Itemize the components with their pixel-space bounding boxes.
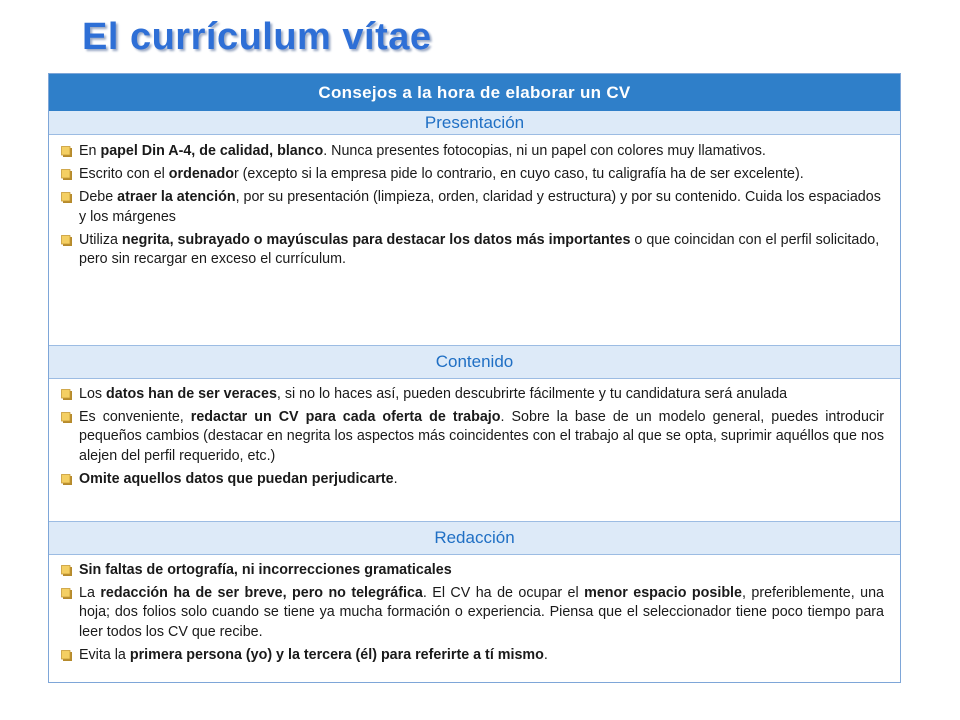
text-run: Es conveniente,: [79, 409, 191, 426]
section-body-presentacion: [49, 134, 900, 345]
bold-text: redactar un CV para cada oferta de trabajo: [190, 409, 501, 426]
text-run: Evita la: [79, 646, 130, 663]
list-item: [57, 561, 884, 580]
bold-text: Sin faltas de ortografía, ni incorrecciones gramaticales: [79, 562, 452, 578]
section-body-contenido: [49, 378, 900, 521]
bold-text: menor espacio posible: [584, 585, 742, 602]
square-bullet-icon: [61, 650, 72, 661]
square-bullet-icon: [61, 169, 72, 180]
text-run: Utiliza: [79, 231, 122, 248]
bullet-list: [57, 561, 884, 665]
section-heading-redaccion: Redacción: [49, 521, 900, 554]
square-bullet-icon: [61, 588, 72, 599]
text-run: r (excepto si la empresa pide lo contrario, en cuyo caso, tu caligrafía ha de ser excelente).: [233, 166, 804, 183]
square-bullet-icon: [61, 565, 72, 576]
cv-tips-table: [48, 73, 901, 683]
section-heading-presentacion: Presentación: [49, 111, 900, 134]
text-run: .: [543, 646, 548, 663]
bold-text: datos han de ser veraces: [106, 386, 277, 402]
table-header: Consejos a la hora de elaborar un CV: [49, 74, 900, 111]
bullet-list: [57, 142, 884, 269]
text-run: .: [393, 470, 398, 487]
list-item: [57, 470, 884, 489]
text-run: Escrito con el: [79, 166, 169, 183]
square-bullet-icon: [61, 389, 72, 400]
bold-text: atraer la atención: [117, 189, 236, 206]
bold-text: ordenado: [168, 166, 234, 183]
list-item: [57, 385, 884, 404]
list-item: [57, 646, 884, 665]
bullet-list: [57, 385, 884, 489]
text-run: , preferiblemente, una hoja; dos folios solo cuando se tiene ya mucha formación o experiencia. Piensa que el seleccionador tiene poco tiempo para leer todos los CV que recibe.: [79, 585, 884, 640]
text-run: . Sobre la base de un modelo general, puedes introducir pequeños cambios (destacar en negrita los aspectos más coincidentes con el trabajo al que se opta, suprimir aquéllos que nos alejen del perfil requerido, etc.): [79, 409, 884, 464]
list-item: [57, 142, 884, 161]
square-bullet-icon: [61, 146, 72, 157]
square-bullet-icon: [61, 474, 72, 485]
list-item: [57, 584, 884, 642]
list-item: [57, 165, 884, 184]
bold-text: negrita, subrayado o mayúsculas para destacar los datos más importantes: [121, 231, 631, 248]
square-bullet-icon: [61, 192, 72, 203]
text-run: , por su presentación (limpieza, orden, claridad y estructura) y por su contenido. Cuida los espaciados y los márgenes: [79, 189, 881, 225]
text-run: La: [79, 585, 101, 602]
page-title: El currículum vítae: [82, 16, 432, 58]
text-run: En: [79, 143, 101, 159]
bold-text: primera persona (yo) y la tercera (él) para referirte a tí mismo: [129, 646, 544, 663]
text-run: Debe: [79, 189, 118, 206]
text-run: . Nunca presentes fotocopias, ni un papel con colores muy llamativos.: [323, 143, 766, 159]
bold-text: redacción ha de ser breve, pero no telegráfica: [100, 585, 423, 602]
list-item: [57, 188, 884, 226]
square-bullet-icon: [61, 235, 72, 246]
list-item: [57, 231, 884, 269]
section-heading-contenido: Contenido: [49, 345, 900, 378]
text-run: o que coincidan con el perfil solicitado, pero sin recargar en exceso el currículum.: [79, 231, 880, 268]
text-run: . El CV ha de ocupar el: [422, 585, 585, 602]
bold-text: Omite aquellos datos que puedan perjudicarte: [79, 470, 394, 487]
section-body-redaccion: [49, 554, 900, 683]
bold-text: papel Din A-4, de calidad, blanco: [100, 143, 324, 159]
list-item: [57, 408, 884, 466]
text-run: Los: [79, 386, 107, 402]
text-run: , si no lo haces así, pueden descubrirte fácilmente y tu candidatura será anulada: [276, 386, 788, 402]
square-bullet-icon: [61, 412, 72, 423]
